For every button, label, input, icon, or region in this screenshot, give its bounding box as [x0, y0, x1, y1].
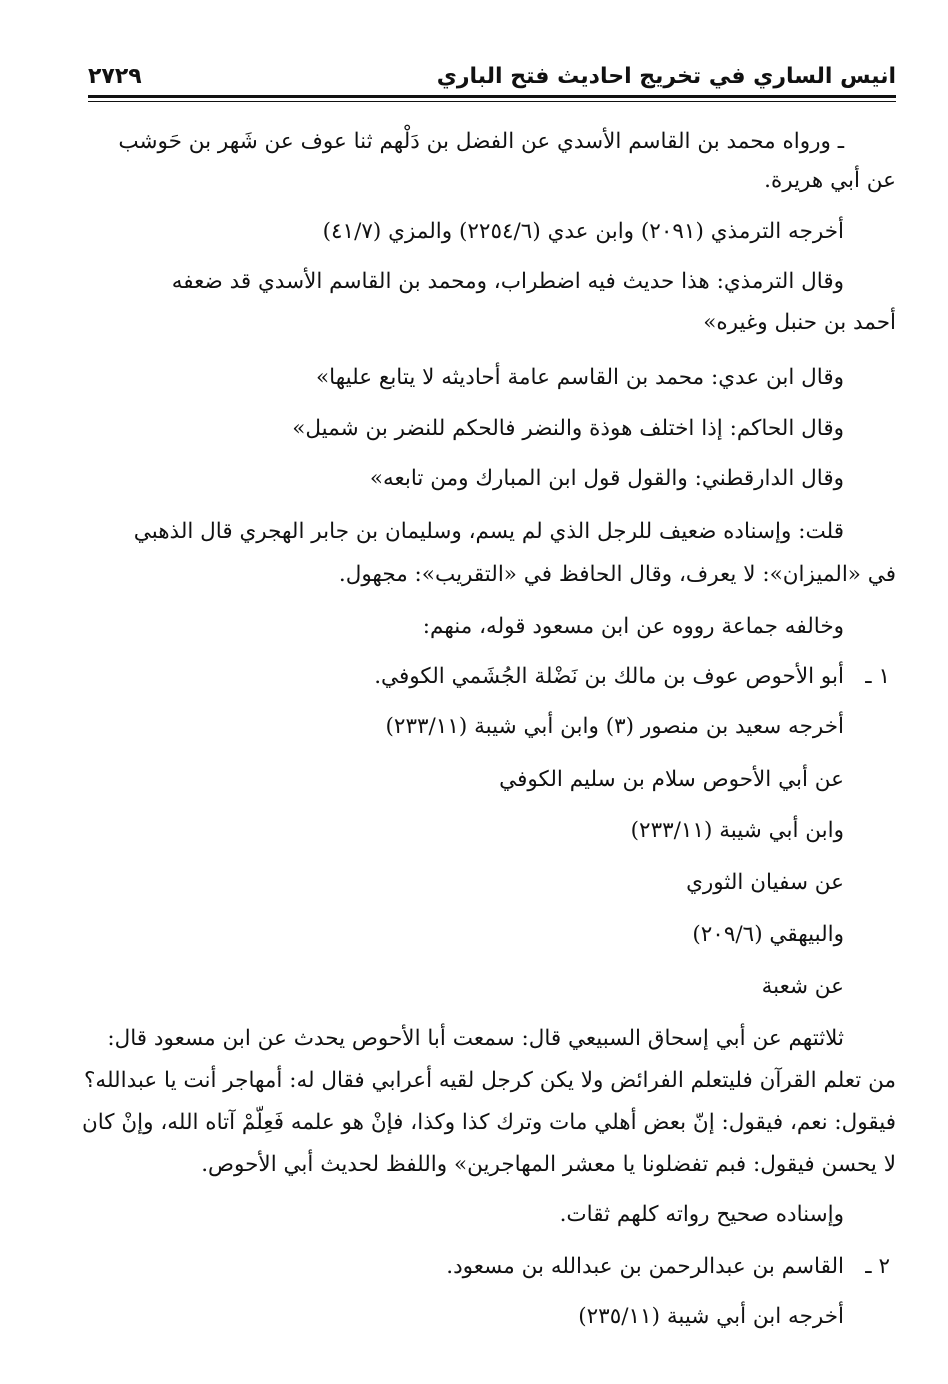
text-line: قلت: وإسناده ضعيف للرجل الذي لم يسم، وسليمان بن جابر الهجري قال الذهبي [133, 519, 844, 544]
text-line: وقال الترمذي: هذا حديث فيه اضطراب، ومحمد بن القاسم الأسدي قد ضعفه [171, 269, 844, 294]
text-line: فيقول: نعم، فيقول: إنّ بعض أهلي مات وترك كذا وكذا، فإنْ هو علمه فَعِلّمْ آتاه الله، وإنْ كان [81, 1110, 896, 1135]
text-line: عن شعبة [761, 974, 844, 999]
book-title: انيس الساري في تخريج احاديث فتح الباري [436, 64, 896, 89]
text-line: ثلاثتهم عن أبي إسحاق السبيعي قال: سمعت أبا الأحوص يحدث عن ابن مسعود قال: [107, 1026, 844, 1051]
text-line: من تعلم القرآن فليتعلم الفرائض ولا يكن كرجل لقيه أعرابي فقال له: أمهاجر أنت يا عبدالله؟ [84, 1068, 896, 1093]
text-line: القاسم بن عبدالرحمن بن عبدالله بن مسعود. [446, 1254, 844, 1279]
text-line: وابن أبي شيبة (٢٣٣/١١) [630, 818, 844, 843]
text-line: عن أبي هريرة. [764, 168, 896, 193]
text-line: لا يحسن فيقول: فبم تفضلونا يا معشر المهاجرين» واللفظ لحديث أبي الأحوص. [201, 1152, 896, 1177]
text-line: والبيهقي (٢٠٩/٦) [692, 922, 844, 947]
text-line: في «الميزان»: لا يعرف، وقال الحافظ في «التقريب»: مجهول. [338, 562, 896, 587]
header-rule-thin [88, 101, 896, 102]
text-line: وقال ابن عدي: محمد بن القاسم عامة أحاديثه لا يتابع عليها» [316, 365, 844, 390]
text-line: وقال الحاكم: إذا اختلف هوذة والنضر فالحكم للنضر بن شميل» [292, 416, 844, 441]
running-header [88, 62, 896, 94]
text-line: أبو الأحوص عوف بن مالك بن نَضْلة الجُشَمي الكوفي. [374, 664, 844, 689]
list-number: ٢ ـ [865, 1254, 890, 1279]
text-line: وإسناده صحيح رواته كلهم ثقات. [559, 1202, 844, 1227]
list-number: ١ ـ [865, 664, 890, 689]
text-line: ـ ورواه محمد بن القاسم الأسدي عن الفضل بن دَلْهم ثنا عوف عن شَهر بن حَوشب [118, 129, 844, 154]
text-line: وقال الدارقطني: والقول قول ابن المبارك ومن تابعه» [369, 466, 844, 491]
text-line: وخالفه جماعة رووه عن ابن مسعود قوله، منهم: [422, 614, 844, 639]
page-number: ٢٧٢٩ [88, 64, 142, 89]
text-line: أخرجه ابن أبي شيبة (٢٣٥/١١) [578, 1304, 844, 1329]
text-line: عن أبي الأحوص سلام بن سليم الكوفي [499, 767, 844, 792]
text-line: أخرجه سعيد بن منصور (٣) وابن أبي شيبة (٢٣٣/١١) [385, 714, 844, 739]
text-line: أحمد بن حنبل وغيره» [703, 310, 896, 335]
text-line: عن سفيان الثوري [686, 870, 844, 895]
text-line: أخرجه الترمذي (٢٠٩١) وابن عدي (٢٢٥٤/٦) والمزي (٤١/٧) [322, 219, 844, 244]
header-rule-thick [88, 95, 896, 98]
